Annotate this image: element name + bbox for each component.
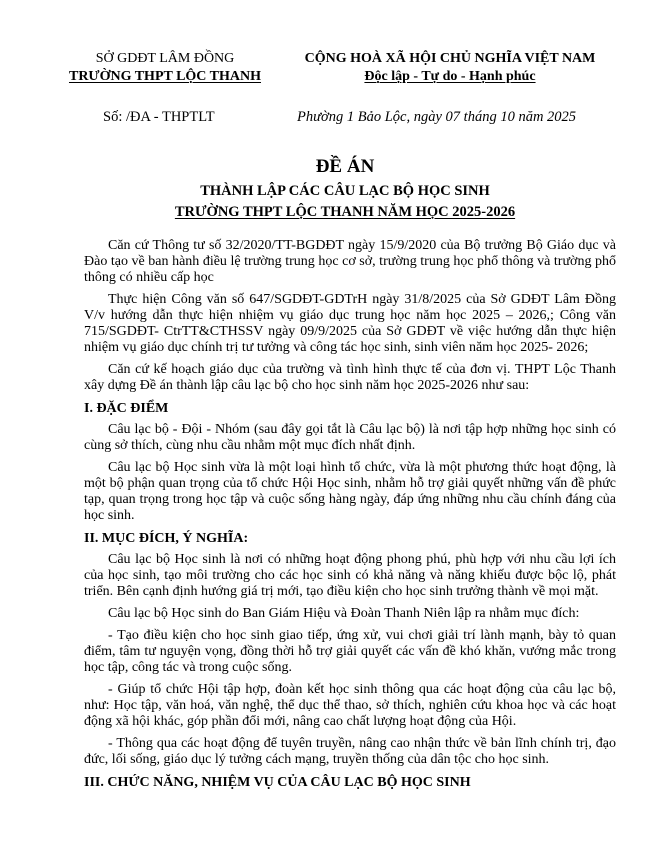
section-3-heading: III. CHỨC NĂNG, NHIỆM VỤ CỦA CÂU LẠC BỘ HỌC SINH	[84, 775, 471, 790]
section-2-paragraph-4: - Giúp tổ chức Hội tập hợp, đoàn kết học sinh thông qua các hoạt động của câu lạc bộ, như: Học tập, văn hoá, văn nghệ, thể dục thể thao, sở thích, nghiên cứu khoa học và các hoạt động xã hội khác, góp phần đổi mới, nâng cao chất lượng hoạt động của Hội.	[84, 682, 616, 729]
intro-paragraph-1: Căn cứ Thông tư số 32/2020/TT-BGDĐT ngày 15/9/2020 của Bộ trưởng Bộ Giáo dục và Đào tạo về ban hành điều lệ trường trung học cơ sở, trường trung học phổ thông và trường phổ thông có nhiều cấp học	[84, 238, 616, 285]
intro-paragraph-2: Thực hiện Công văn số 647/SGDĐT-GDTrH ngày 31/8/2025 của Sở GDĐT Lâm Đồng V/v hướng dẫn thực hiện nhiệm vụ giáo dục trung học năm học 2025 – 2026,; Công văn 715/SGDĐT- CtrTT&CTHSSV ngày 09/9/2025 của Sở GDĐT về việc hướng dẫn thực hiện nhiệm vụ giáo dục chính trị tư tưởng và công tác học sinh, sinh viên năm học 2025- 2026;	[84, 292, 616, 355]
issuer-block	[60, 50, 270, 86]
document-date: Phường 1 Bảo Lộc, ngày 07 tháng 10 năm 2025	[297, 109, 577, 125]
title-subtitle-2: TRƯỜNG THPT LỘC THANH NĂM HỌC 2025-2026	[174, 204, 516, 220]
section-2-paragraph-2: Câu lạc bộ Học sinh do Ban Giám Hiệu và Đoàn Thanh Niên lập ra nhằm mục đích:	[108, 606, 580, 621]
intro-paragraph-3: Căn cứ kế hoạch giáo dục của trường và tình hình thực tế của đơn vị. THPT Lộc Thanh xây dựng Đề án thành lập câu lạc bộ cho học sinh năm học 2025-2026 như sau:	[84, 362, 616, 393]
issuer-school: TRƯỜNG THPT LỘC THANH	[68, 69, 261, 84]
section-2-paragraph-3: - Tạo điều kiện cho học sinh giao tiếp, ứng xử, vui chơi giải trí lành mạnh, bày tỏ quan điểm, tâm tư nguyện vọng, đồng thời hỗ trợ giải quyết các vấn đề khó khăn, vướng mắc trong học tập, công tác và trong cuộc sống.	[84, 628, 616, 675]
section-2-paragraph-5: - Thông qua các hoạt động để tuyên truyền, nâng cao nhận thức về bản lĩnh chính trị, đạo đức, lối sống, giáo dục lý tưởng cách mạng, truyền thống của dân tộc cho học sinh.	[84, 736, 616, 767]
national-motto: Độc lập - Tự do - Hạnh phúc	[364, 69, 536, 84]
document-number: Số: /ĐA - THPTLT	[103, 109, 215, 125]
document-body	[84, 238, 616, 796]
country-name: CỘNG HOÀ XÃ HỘI CHỦ NGHĨA VIỆT NAM	[304, 51, 596, 66]
section-1-heading: I. ĐẶC ĐIỂM	[84, 401, 169, 416]
section-1-paragraph-1: Câu lạc bộ - Đội - Nhóm (sau đây gọi tắt là Câu lạc bộ) là nơi tập hợp những học sinh có cùng sở thích, cùng nhu cầu nhằm một mục đích nhất định.	[84, 422, 616, 453]
issuer-department: SỞ GDĐT LÂM ĐỒNG	[95, 51, 235, 66]
national-motto-block	[270, 50, 630, 86]
reference-line	[0, 108, 660, 126]
section-2-paragraph-1: Câu lạc bộ Học sinh là nơi có những hoạt động phong phú, phù hợp với nhu cầu lợi ích của học sinh, tạo môi trường cho các học sinh có khả năng và năng khiếu được bộc lộ, phát triển. Bên cạnh định hướng giá trị mới, tạo điều kiện cho học sinh trưởng thành về mọi mặt.	[84, 552, 616, 599]
section-1-paragraph-2: Câu lạc bộ Học sinh vừa là một loại hình tổ chức, vừa là một phương thức hoạt động, là một bộ phận quan trọng của tổ chức Hội Học sinh, nhằm hỗ trợ giải quyết những vấn đề phức tạp, quan trọng trong học tập và cuộc sống hàng ngày, đáp ứng những nhu cầu chính đáng của học sinh.	[84, 460, 616, 523]
title-main: ĐỀ ÁN	[315, 156, 375, 177]
title-subtitle-1: THÀNH LẬP CÁC CÂU LẠC BỘ HỌC SINH	[200, 183, 490, 199]
document-title	[60, 155, 630, 223]
section-2-heading: II. MỤC ĐÍCH, Ý NGHĨA:	[84, 531, 249, 546]
